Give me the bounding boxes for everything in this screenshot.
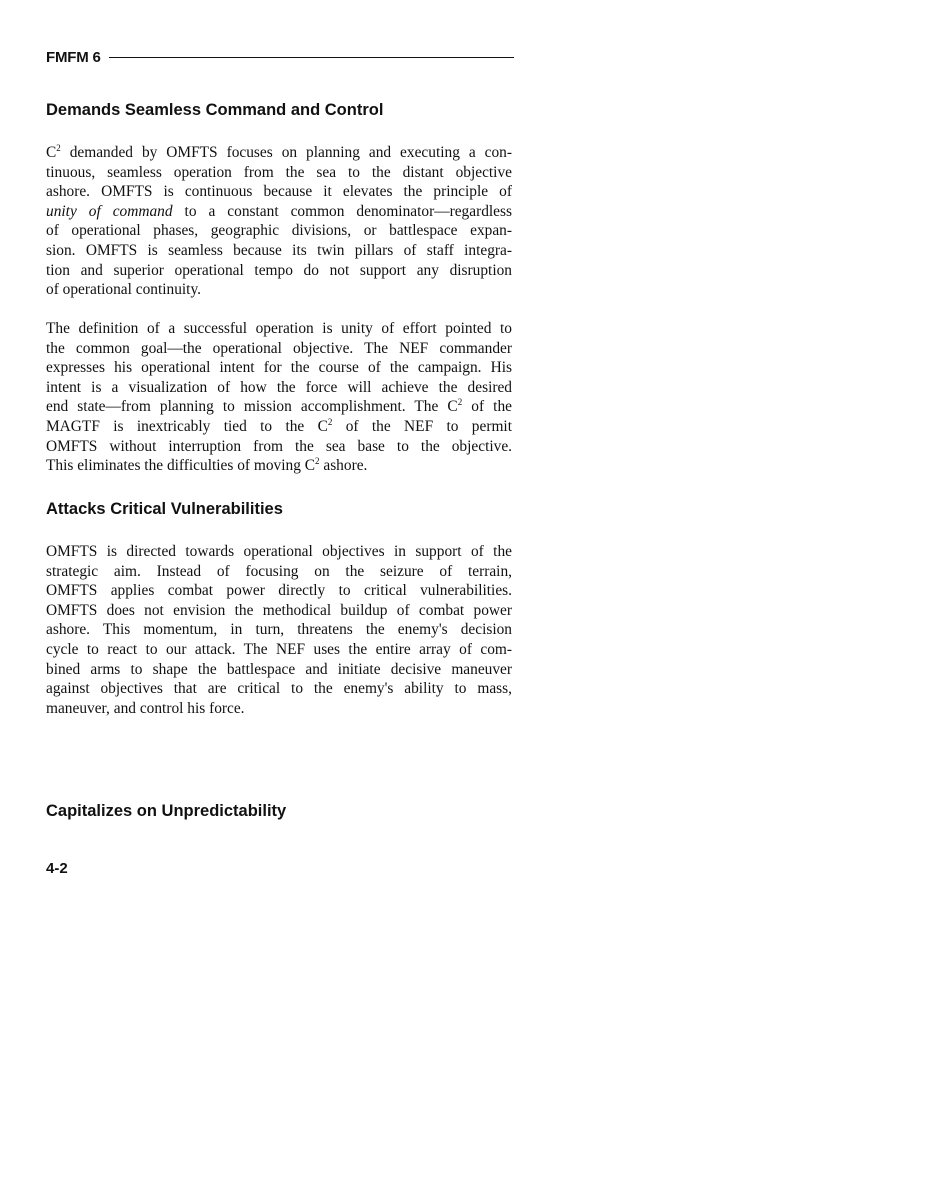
- text-line: cycle to react to our attack. The NEF uses the entire array of com-: [46, 640, 512, 658]
- page-number: 4-2: [46, 860, 68, 877]
- paragraph-successful-operation: [46, 319, 512, 476]
- text-line: of operational continuity.: [46, 281, 202, 299]
- text-line: against objectives that are critical to the enemy's ability to mass,: [46, 680, 512, 698]
- text-line: strategic aim. Instead of focusing on the seizure of terrain,: [46, 562, 512, 580]
- text-line: OMFTS applies combat power directly to critical vulnerabilities.: [46, 582, 512, 600]
- section-heading-unpredictability: Capitalizes on Unpredictability: [46, 802, 287, 820]
- header-rule: [109, 57, 514, 58]
- text-line: sion. OMFTS is seamless because its twin pillars of staff integra-: [46, 241, 512, 259]
- paragraph-c2-seamless: [46, 143, 512, 300]
- text-line: expresses his operational intent for the course of the campaign. His: [46, 359, 512, 377]
- text-line: ashore. OMFTS is continuous because it elevates the principle of: [46, 183, 512, 201]
- document-id: FMFM 6: [46, 48, 101, 66]
- text-line: unity of command to a constant common denominator—regardless: [46, 202, 512, 220]
- paragraph-operational-objectives: [46, 542, 512, 718]
- text-line: maneuver, and control his force.: [46, 699, 245, 717]
- text-line: tion and superior operational tempo do not support any disruption: [46, 261, 512, 279]
- text-line: of operational phases, geographic divisions, or battlespace expan-: [46, 222, 512, 240]
- text-line: $C^2$ demanded by OMFTS focuses on planning and executing a con-: [46, 143, 512, 161]
- text-line: OMFTS does not envision the methodical buildup of combat power: [46, 601, 512, 619]
- text-line: The definition of a successful operation is unity of effort pointed to: [46, 320, 512, 337]
- text-line: bined arms to shape the battlespace and initiate decisive maneuver: [46, 660, 512, 678]
- text-line: tinuous, seamless operation from the sea to the distant objective: [46, 163, 512, 181]
- text-line: MAGTF is inextricably tied to the $C^2$ of the NEF to permit: [46, 416, 512, 435]
- text-line: end state—from planning to mission accomplishment. The $C^2$ of the: [46, 397, 512, 416]
- text-line: intent is a visualization of how the force will achieve the desired: [46, 378, 512, 396]
- text-line: This eliminates the difficulties of moving $C^2$ ashore.: [46, 456, 368, 475]
- text-line: OMFTS without interruption from the sea base to the objective.: [46, 437, 512, 455]
- text-line: the common goal—the operational objective. The NEF commander: [46, 339, 512, 357]
- section-heading-critical-vulnerabilities: Attacks Critical Vulnerabilities: [46, 500, 283, 518]
- text-line: ashore. This momentum, in turn, threatens the enemy's decision: [46, 621, 512, 639]
- running-header: [46, 47, 514, 67]
- text-line: OMFTS is directed towards operational objectives in support of the: [46, 543, 512, 560]
- section-heading-command-control: Demands Seamless Command and Control: [46, 101, 384, 119]
